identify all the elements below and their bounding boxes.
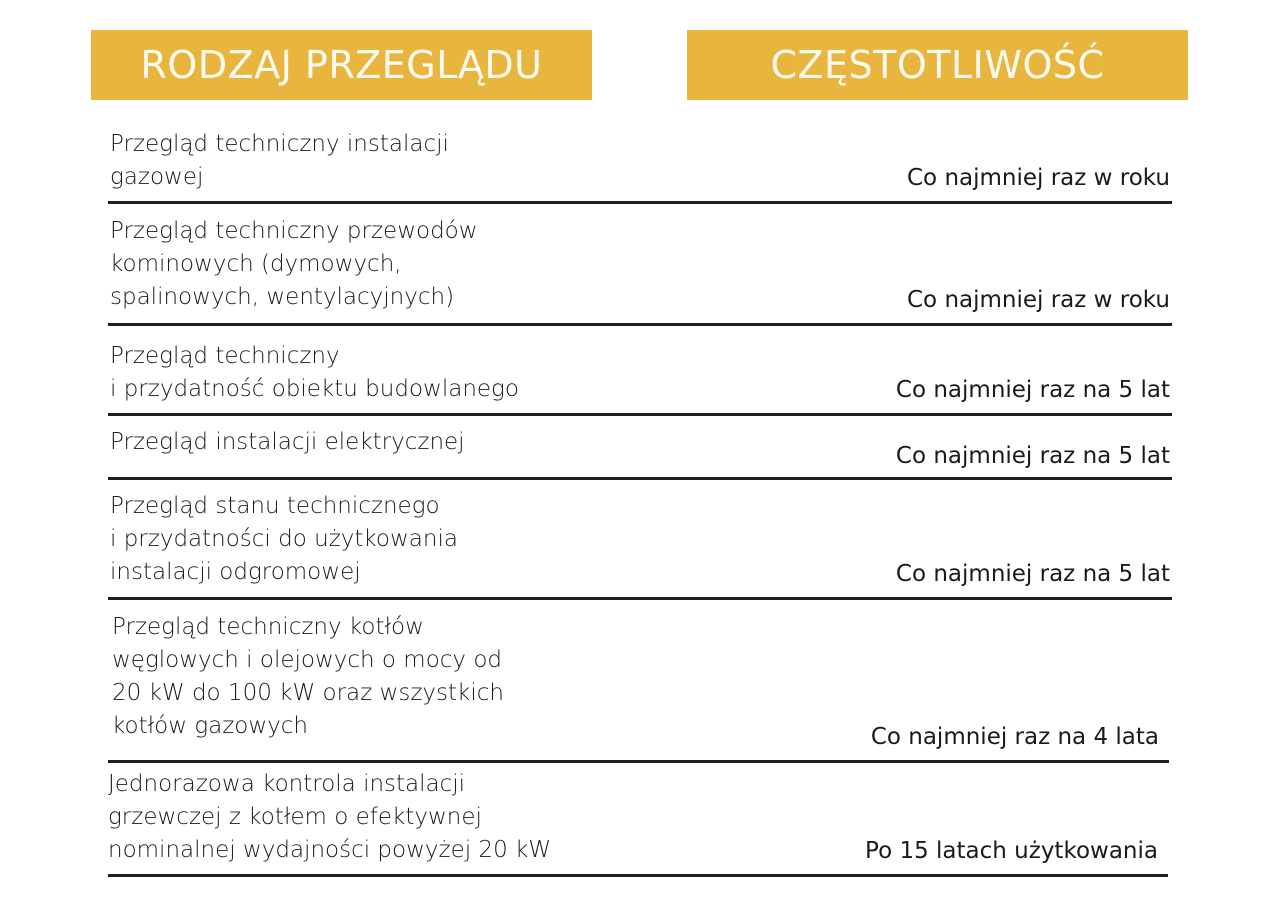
review-type-cell: Przegląd stanu technicznego i przydatności do użytkowania instalacji odgromowej: [110, 493, 458, 585]
review-type-cell: Przegląd techniczny kotłów węglowych i olejowych o mocy od 20 kW do 100 kW oraz wszystkich kotłów gazowych: [112, 614, 504, 739]
header-review-type: RODZAJ PRZEGLĄDU: [91, 30, 592, 100]
frequency-cell: Co najmniej raz w roku: [907, 287, 1170, 313]
frequency-cell: Co najmniej raz na 5 lat: [895, 561, 1170, 587]
review-type-cell: Przegląd techniczny instalacji gazowej: [110, 131, 449, 190]
table-row: [108, 215, 1172, 326]
review-type-cell: Jednorazowa kontrola instalacji grzewczej z kotłem o efektywnej nominalnej wydajności powyżej 20 kW: [108, 771, 552, 863]
table-row: [108, 768, 1168, 877]
review-type-cell: Przegląd instalacji elektrycznej: [110, 429, 465, 455]
frequency-cell: Co najmniej raz w roku: [907, 165, 1170, 191]
review-type-cell: Przegląd techniczny przewodów kominowych (dymowych, spalinowych, wentylacyjnych): [110, 218, 478, 310]
table-row: [108, 611, 1169, 763]
table-row: [108, 490, 1172, 600]
frequency-cell: Co najmniej raz na 4 lata: [870, 724, 1159, 750]
frequency-cell: Po 15 latach użytkowania: [865, 838, 1158, 864]
frequency-cell: Co najmniej raz na 5 lat: [895, 377, 1170, 403]
table-row: [108, 340, 1172, 416]
table-row: [108, 128, 1172, 204]
header-frequency: CZĘSTOTLIWOŚĆ: [687, 30, 1188, 100]
frequency-cell: Co najmniej raz na 5 lat: [895, 443, 1170, 469]
table-row: [108, 426, 1172, 480]
review-type-cell: Przegląd techniczny i przydatność obiektu budowlanego: [110, 343, 519, 402]
